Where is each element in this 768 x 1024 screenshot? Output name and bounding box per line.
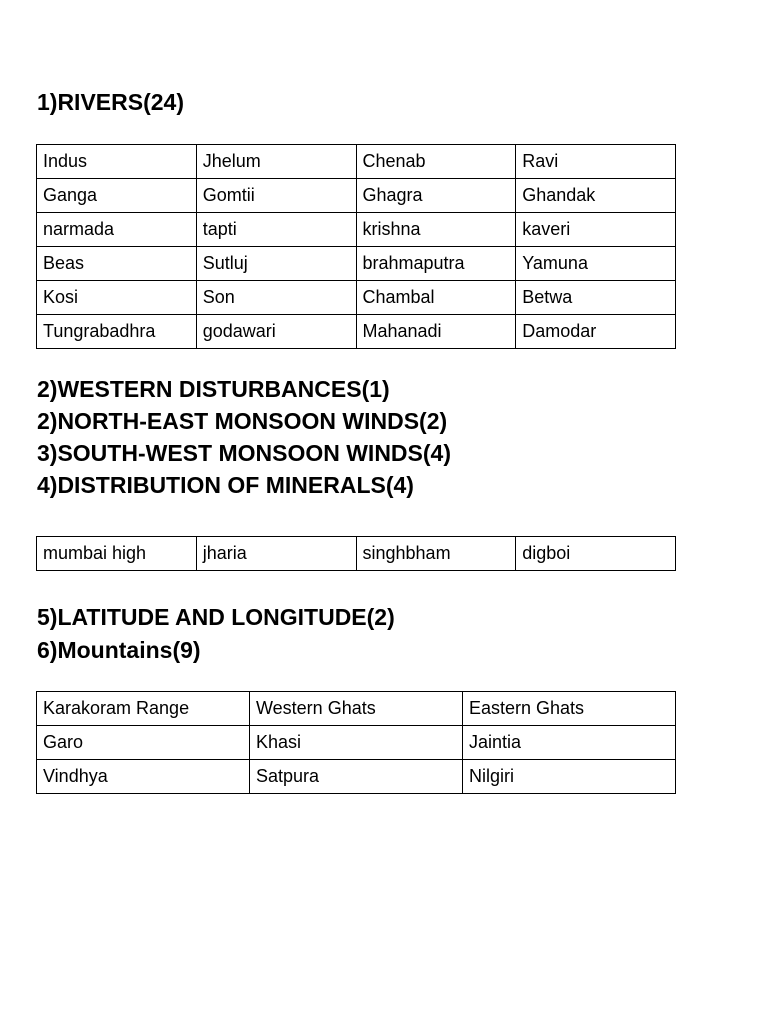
table-cell: Ghandak [516, 179, 676, 213]
table-cell: Vindhya [37, 760, 250, 794]
minerals-heading: 4)DISTRIBUTION OF MINERALS(4) [37, 472, 414, 498]
table-cell: Chambal [356, 281, 516, 315]
table-cell: singhbham [356, 537, 516, 571]
table-cell: krishna [356, 213, 516, 247]
table-cell: Western Ghats [250, 692, 463, 726]
table-cell: Yamuna [516, 247, 676, 281]
table-row [37, 247, 676, 281]
table-cell: Karakoram Range [37, 692, 250, 726]
table-cell: narmada [37, 213, 197, 247]
table-cell: Satpura [250, 760, 463, 794]
table-cell: Ravi [516, 145, 676, 179]
table-cell: Sutluj [196, 247, 356, 281]
north-east-monsoon-heading: 2)NORTH-EAST MONSOON WINDS(2) [37, 408, 448, 434]
table-cell: Mahanadi [356, 315, 516, 349]
table-row [37, 281, 676, 315]
table-cell: Chenab [356, 145, 516, 179]
table-row [37, 179, 676, 213]
table-cell: Eastern Ghats [463, 692, 676, 726]
table-cell: Ghagra [356, 179, 516, 213]
table-cell: Jhelum [196, 145, 356, 179]
table-cell: Garo [37, 726, 250, 760]
table-cell: Gomtii [196, 179, 356, 213]
table-cell: godawari [196, 315, 356, 349]
table-cell: Beas [37, 247, 197, 281]
table-cell: Khasi [250, 726, 463, 760]
table-cell: Damodar [516, 315, 676, 349]
mountains-heading: 6)Mountains(9) [37, 637, 201, 663]
rivers-heading: 1)RIVERS(24) [37, 89, 184, 115]
table-cell: Son [196, 281, 356, 315]
south-west-monsoon-heading: 3)SOUTH-WEST MONSOON WINDS(4) [37, 440, 451, 466]
table-cell: Betwa [516, 281, 676, 315]
table-row [37, 692, 676, 726]
table-cell: Tungrabadhra [37, 315, 197, 349]
table-cell: Ganga [37, 179, 197, 213]
minerals-table [36, 536, 676, 571]
table-cell: digboi [516, 537, 676, 571]
table-cell: mumbai high [37, 537, 197, 571]
table-cell: Indus [37, 145, 197, 179]
western-disturbances-heading: 2)WESTERN DISTURBANCES(1) [37, 376, 390, 402]
table-cell: Nilgiri [463, 760, 676, 794]
table-cell: kaveri [516, 213, 676, 247]
mountains-table [36, 691, 676, 794]
table-cell: jharia [196, 537, 356, 571]
latitude-longitude-heading: 5)LATITUDE AND LONGITUDE(2) [37, 604, 395, 630]
table-cell: Jaintia [463, 726, 676, 760]
table-row [37, 537, 676, 571]
table-cell: tapti [196, 213, 356, 247]
table-row [37, 760, 676, 794]
table-row [37, 145, 676, 179]
table-cell: brahmaputra [356, 247, 516, 281]
table-cell: Kosi [37, 281, 197, 315]
rivers-table [36, 144, 676, 349]
table-row [37, 213, 676, 247]
table-row [37, 315, 676, 349]
table-row [37, 726, 676, 760]
